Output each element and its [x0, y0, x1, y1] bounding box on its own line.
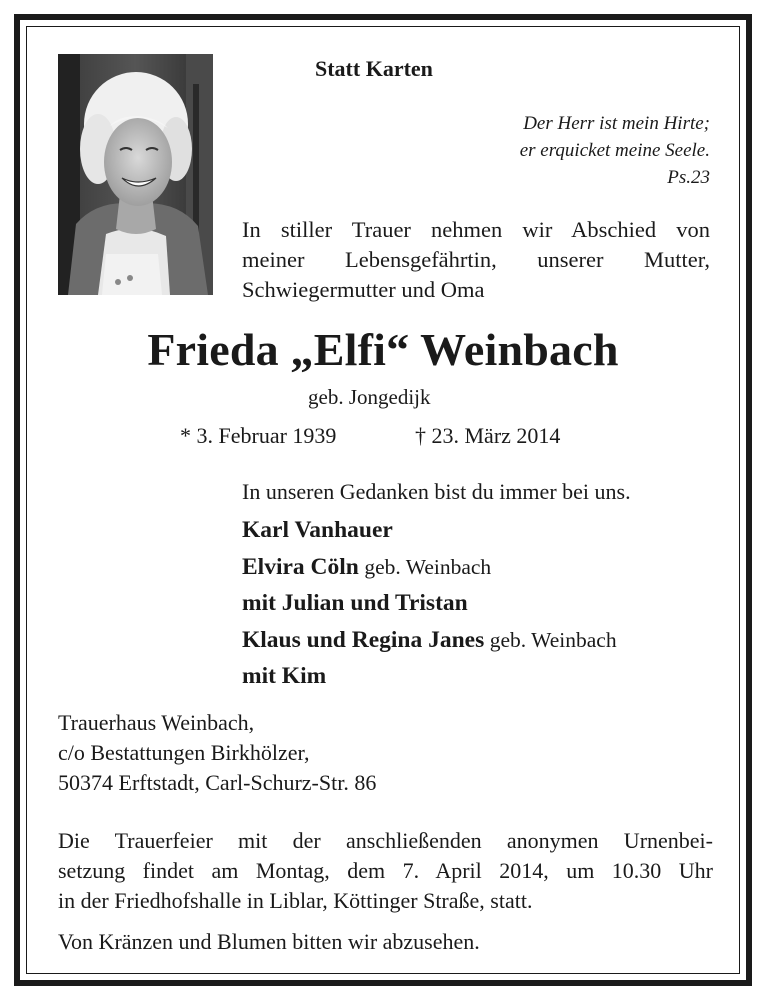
intro-text — [242, 215, 710, 305]
deceased-name: Frieda „Elfi“ Weinbach — [147, 324, 619, 375]
ceremony-line-1: Die Trauerfeier mit der anschließenden anonymen Urnenbei- — [58, 828, 713, 853]
address-line-3: 50374 Erftstadt, Carl-Schurz-Str. 86 — [58, 770, 377, 795]
mourner-name: Karl Vanhauer — [242, 517, 393, 543]
statt-karten-heading: Statt Karten — [315, 56, 433, 81]
death-date: † 23. März 2014 — [415, 423, 561, 448]
mourner-name: Klaus und Regina Janes — [242, 626, 485, 653]
memory-line: In unseren Gedanken bist du immer bei uns. — [242, 479, 631, 504]
mourner-item — [242, 512, 617, 549]
maiden-name: geb. Jongedijk — [308, 385, 431, 409]
verse-line-2: er erquicket meine Seele. — [519, 140, 710, 161]
address-line-1: Trauerhaus Weinbach, — [58, 710, 255, 735]
mourner-name: Elvira Cöln — [242, 553, 359, 580]
ceremony-line-3: in der Friedhofshalle in Liblar, Köttinger Straße, statt. — [58, 888, 533, 913]
birth-date: * 3. Februar 1939 — [180, 423, 337, 448]
intro-line-1: In stiller Trauer nehmen wir Abschied von — [242, 217, 710, 242]
mourning-house-address — [58, 708, 376, 798]
mourners-list — [242, 512, 617, 695]
intro-line-2: meiner Lebensgefährtin, unserer Mutter, — [242, 247, 710, 272]
mourner-item — [242, 622, 617, 659]
portrait-photo — [58, 54, 213, 295]
ceremony-line-2: setzung findet am Montag, dem 7. April 2014, um 10.30 Uhr — [58, 858, 713, 883]
ceremony-info — [58, 826, 713, 916]
mourner-item — [242, 585, 617, 622]
mourner-name: mit Julian und Tristan — [242, 590, 468, 616]
mourner-item — [242, 658, 617, 695]
mourner-name: mit Kim — [242, 663, 327, 689]
mourner-note: geb. Weinbach — [489, 627, 617, 652]
flowers-note: Von Kränzen und Blumen bitten wir abzusehen. — [58, 929, 480, 954]
address-line-2: c/o Bestattungen Birkhölzer, — [58, 740, 310, 765]
verse-line-1: Der Herr ist mein Hirte; — [523, 113, 710, 134]
mourner-item — [242, 549, 617, 586]
intro-line-3: Schwiegermutter und Oma — [242, 277, 485, 302]
verse-reference: Ps.23 — [667, 167, 710, 188]
bible-verse — [430, 110, 710, 191]
mourner-note: geb. Weinbach — [364, 554, 492, 579]
